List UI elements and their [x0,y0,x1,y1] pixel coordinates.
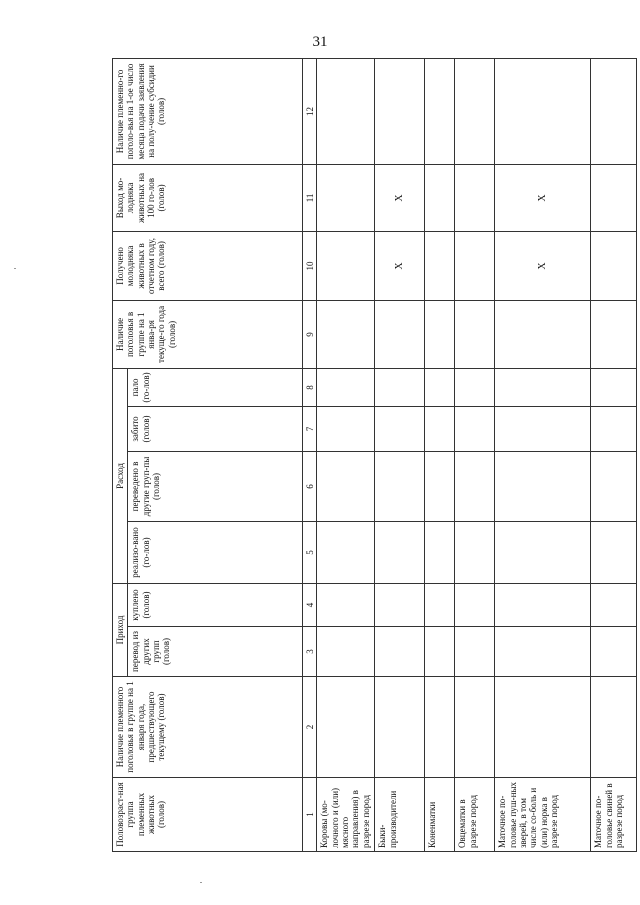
table-cell [317,451,375,521]
column-number: 1 [303,778,317,852]
table-cell [455,627,495,677]
table-cell [425,300,455,368]
table-cell [317,300,375,368]
page-number: 31 [312,34,328,50]
table-cell [591,627,637,677]
scan-speck [200,882,202,883]
table-cell [455,677,495,778]
column-number: 2 [303,677,317,778]
table-cell [495,627,591,677]
table-row [455,58,495,851]
table-cell [591,300,637,368]
column-number: 7 [303,406,317,451]
table-cell [495,300,591,368]
table-cell: X [375,164,425,231]
header-bought: куплено (голов) [128,583,303,626]
table-cell [455,451,495,521]
column-number: 3 [303,627,317,677]
header-young-received: Получено молодняка животных в отчетном году, всего (голов) [113,231,303,300]
table-row [317,58,375,851]
row-label: Коровы (мо-лочного и (или) мясного направления) в разрезе пород [317,778,375,852]
table-cell [425,368,455,406]
header-available-subsidy: Наличие племенно-го поголо-вья на 1-ое число месяца подачи заявления на полу-чение субсидии (голов) [113,58,303,164]
table-cell [425,58,455,164]
table-cell [425,231,455,300]
header-slaughtered: забито (голов) [128,406,303,451]
row-label: Маточное по-головье свиней в разрезе пород [591,778,637,852]
column-number: 8 [303,368,317,406]
table-cell: X [495,231,591,300]
table-cell: X [375,231,425,300]
table-cell [425,583,455,626]
table-cell [375,58,425,164]
table-cell [591,164,637,231]
column-number-row [303,58,317,851]
table-cell [455,58,495,164]
table-cell [317,406,375,451]
table-row [495,58,591,851]
table-cell [375,300,425,368]
table-cell [591,231,637,300]
table-cell [375,627,425,677]
header-group: Половозраст-ная группа племенных животных (голов) [113,778,303,852]
table-cell [591,406,637,451]
livestock-table [112,58,637,852]
table-cell [425,521,455,583]
header-transfer-out: переведено в другие груп-пы (голов) [128,451,303,521]
table-cell [591,677,637,778]
header-transfer-in: перевод из других групп (голов) [128,627,303,677]
table-cell [375,677,425,778]
row-label: Быки-производители [375,778,425,852]
table-cell [495,58,591,164]
table-cell [317,677,375,778]
table-cell [455,231,495,300]
table-cell [375,583,425,626]
column-number: 10 [303,231,317,300]
table-row [375,58,425,851]
table-cell [591,58,637,164]
table-cell [317,368,375,406]
column-number: 12 [303,58,317,164]
table-cell [317,164,375,231]
table-cell [455,521,495,583]
column-number: 11 [303,164,317,231]
table-cell [317,521,375,583]
table-cell [455,368,495,406]
header-available-start: Наличие племенного поголовья в группе на 1 января года, предшествующего текущему (голов) [113,677,303,778]
header-young-yield: Выход мо-лодняка животных на 100 го-лов (голов) [113,164,303,231]
header-expense: Расход [113,368,128,583]
table-cell [425,164,455,231]
table-cell [375,368,425,406]
table-cell [425,677,455,778]
table-cell [425,451,455,521]
row-label: Коненматки [425,778,455,852]
header-fell: пало (го-лов) [128,368,303,406]
table-cell [375,406,425,451]
table-cell [591,521,637,583]
table-cell [375,451,425,521]
header-sold: реализо-вано (го-лов) [128,521,303,583]
rotated-table-container [112,59,625,852]
header-income: Приход [113,583,128,676]
table-cell [591,583,637,626]
table-cell [495,368,591,406]
row-label: Маточное по-головье пуш-ных зверей, в том числе со-боль и (или) норка в разрезе пород [495,778,591,852]
table-cell [495,677,591,778]
column-number: 4 [303,583,317,626]
table-cell [495,583,591,626]
table-cell [455,164,495,231]
table-cell [425,406,455,451]
table-cell [317,231,375,300]
row-label: Овцематки в разрезе пород [455,778,495,852]
table-cell [591,451,637,521]
scan-speck [14,268,16,269]
table-cell [317,583,375,626]
table-cell [317,58,375,164]
table-cell [375,521,425,583]
table-cell [317,627,375,677]
table-cell [455,406,495,451]
table-cell [455,583,495,626]
table-cell [495,451,591,521]
table-cell [495,406,591,451]
table-cell [495,521,591,583]
table-cell [591,368,637,406]
column-number: 5 [303,521,317,583]
table-row [425,58,455,851]
table-cell [455,300,495,368]
header-available-current: Наличие поголовья в группе на 1 янва-ря текуще-го года (голов) [113,300,303,368]
column-number: 6 [303,451,317,521]
column-number: 9 [303,300,317,368]
table-row [591,58,637,851]
table-cell [425,627,455,677]
table-cell: X [495,164,591,231]
